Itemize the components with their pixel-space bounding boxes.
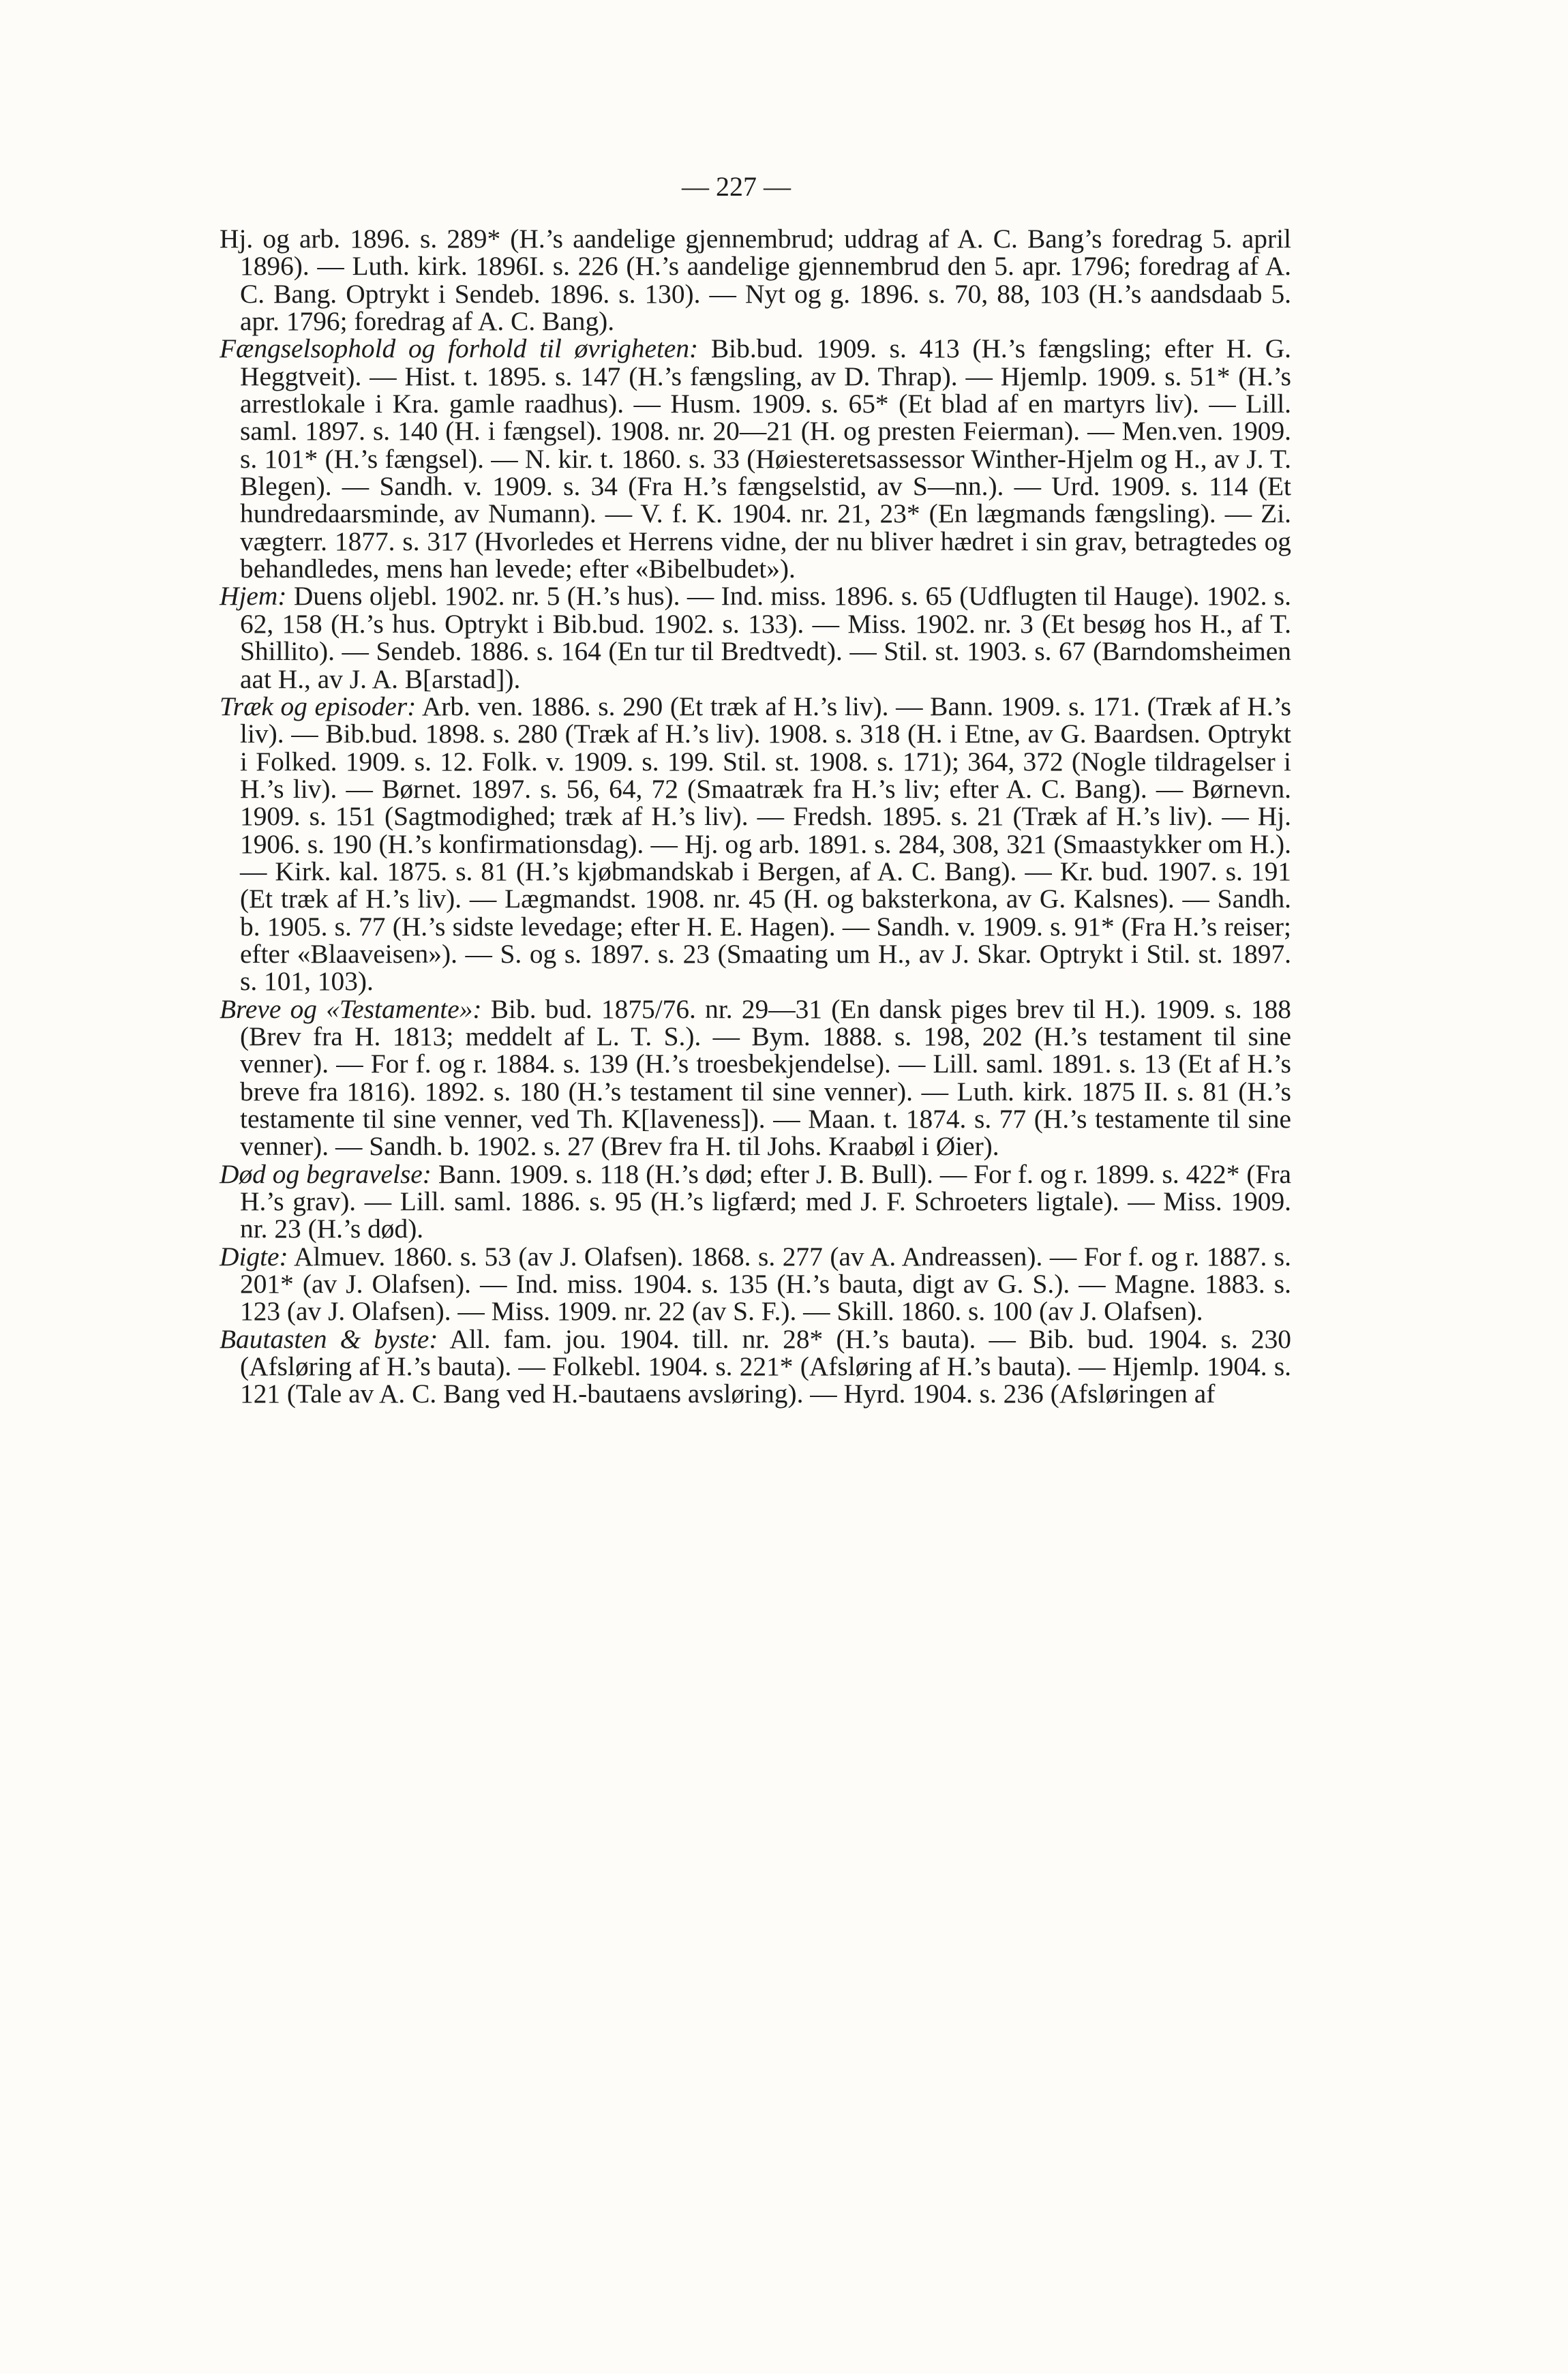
entry-body: Bann. 1909. s. 118 (H.’s død; efter J. B. Bull). — For f. og r. 1899. s. 422* (Fra H.’s grav). — Lill. saml. 1886. s. 95 (H.’s ligfærd; med J. F. Schroeters ligtale). — Miss. 1909. nr. 23 (H.’s død). [240, 1158, 1291, 1244]
entry-body: Duens oljebl. 1902. nr. 5 (H.’s hus). — Ind. miss. 1896. s. 65 (Udflugten til Hauge). 1902. s. 62, 158 (H.’s hus. Optrykt i Bib.bud. 1902. s. 133). — Miss. 1902. nr. 3 (Et besøg hos H., af T. Shillito). — Sendeb. 1886. s. 164 (En tur til Bredtvedt). — Stil. st. 1903. s. 67 (Barndomsheimen aat H., av J. A. B[arstad]). [240, 581, 1291, 694]
entry-body: Arb. ven. 1886. s. 290 (Et træk af H.’s liv). — Bann. 1909. s. 171. (Træk af H.’s liv). — Bib.bud. 1898. s. 280 (Træk af H.’s liv). 1908. s. 318 (H. i Etne, av G. Baardsen. Optrykt i Folked. 1909. s. 12. Folk. v. 1909. s. 199. Stil. st. 1908. s. 171); 364, 372 (Nogle tildragelser i H.’s liv). — Børnet. 1897. s. 56, 64, 72 (Smaatræk fra H.’s liv; efter A. C. Bang). — Børnevn. 1909. s. 151 (Sagtmodighed; træk af H.’s liv). — Fredsh. 1895. s. 21 (Træk af H.’s liv). — Hj. 1906. s. 190 (H.’s konfirmationsdag). — Hj. og arb. 1891. s. 284, 308, 321 (Smaastykker om H.). — Kirk. kal. 1875. s. 81 (H.’s kjøbmandskab i Bergen, af A. C. Bang). — Kr. bud. 1907. s. 191 (Et træk af H.’s liv). — Lægmandst. 1908. nr. 45 (H. og baksterkona, av G. Kalsnes). — Sandh. b. 1905. s. 77 (H.’s sidste levedage; efter H. E. Hagen). — Sandh. v. 1909. s. 91* (Fra H.’s reiser; efter «Blaaveisen»). — S. og s. 1897. s. 23 (Smaating um H., av J. Skar. Optrykt i Stil. st. 1897. s. 101, 103). [240, 691, 1291, 997]
page-number: — 227 — [682, 171, 791, 202]
bibliography-entry [220, 225, 1291, 335]
entry-heading: Breve og «Testamente»: [220, 993, 482, 1024]
bibliography-entry [220, 582, 1291, 692]
bibliography-entry [220, 995, 1291, 1160]
bibliography-entry [220, 335, 1291, 582]
entry-heading: Træk og episoder: [220, 691, 417, 721]
bibliography-entry [220, 1243, 1291, 1325]
bibliography-text [220, 225, 1291, 1408]
entry-body: Bib. bud. 1875/76. nr. 29—31 (En dansk piges brev til H.). 1909. s. 188 (Brev fra H. 1813; meddelt af L. T. S.). — Bym. 1888. s. 198, 202 (H.’s testament til sine venner). — For f. og r. 1884. s. 139 (H.’s troesbekjendelse). — Lill. saml. 1891. s. 13 (Et af H.’s breve fra 1816). 1892. s. 180 (H.’s testament til sine venner). — Luth. kirk. 1875 II. s. 81 (H.’s testamente til sine venner, ved Th. K[laveness]). — Maan. t. 1874. s. 77 (H.’s testamente til sine venner). — Sandh. b. 1902. s. 27 (Brev fra H. til Johs. Kraabøl i Øier). [240, 993, 1291, 1162]
entry-body: Bib.bud. 1909. s. 413 (H.’s fængsling; efter H. G. Heggtveit). — Hist. t. 1895. s. 147 (H.’s fængsling, av D. Thrap). — Hjemlp. 1909. s. 51* (H.’s arrestlokale i Kra. gamle raadhus). — Husm. 1909. s. 65* (Et blad af en martyrs liv). — Lill. saml. 1897. s. 140 (H. i fængsel). 1908. nr. 20—21 (H. og presten Feierman). — Men.ven. 1909. s. 101* (H.’s fængsel). — N. kir. t. 1860. s. 33 (Høiesteretsassessor Winther-Hjelm og H., av J. T. Blegen). — Sandh. v. 1909. s. 34 (Fra H.’s fængselstid, av S—nn.). — Urd. 1909. s. 114 (Et hundredaarsminde, av Numann). — V. f. K. 1904. nr. 21, 23* (En lægmands fængsling). — Zi. vægterr. 1877. s. 317 (Hvorledes et Herrens vidne, der nu bliver hædret i sin grav, betragtedes og behandledes, mens han levede; efter «Bibelbudet»). [240, 333, 1291, 584]
bibliography-entry [220, 693, 1291, 995]
entry-body: All. fam. jou. 1904. till. nr. 28* (H.’s bauta). — Bib. bud. 1904. s. 230 (Afsløring af H.’s bauta). — Folkebl. 1904. s. 221* (Afsløring af H.’s bauta). — Hjemlp. 1904. s. 121 (Tale av A. C. Bang ved H.-bautaens avsløring). — Hyrd. 1904. s. 236 (Afsløringen af [240, 1323, 1291, 1409]
entry-heading: Digte: [220, 1241, 288, 1272]
entry-heading: Død og begravelse: [220, 1158, 432, 1189]
bibliography-entry [220, 1325, 1291, 1408]
entry-body: Almuev. 1860. s. 53 (av J. Olafsen). 1868. s. 277 (av A. Andreassen). — For f. og r. 1887. s. 201* (av J. Olafsen). — Ind. miss. 1904. s. 135 (H.’s bauta, digt av G. S.). — Magne. 1883. s. 123 (av J. Olafsen). — Miss. 1909. nr. 22 (av S. F.). — Skill. 1860. s. 100 (av J. Olafsen). [240, 1241, 1291, 1327]
entry-body: Hj. og arb. 1896. s. 289* (H.’s aandelige gjennembrud; uddrag af A. C. Bang’s foredrag 5. april 1896). — Luth. kirk. 1896I. s. 226 (H.’s aandelige gjennembrud den 5. apr. 1796; foredrag af A. C. Bang. Optrykt i Sendeb. 1896. s. 130). — Nyt og g. 1896. s. 70, 88, 103 (H.’s aandsdaab 5. apr. 1796; foredrag af A. C. Bang). [220, 224, 1291, 337]
entry-heading: Hjem: [220, 581, 287, 612]
entry-heading: Fængselsophold og forhold til øvrigheten: [220, 333, 699, 364]
bibliography-entry [220, 1160, 1291, 1243]
entry-heading: Bautasten & byste: [220, 1323, 438, 1354]
